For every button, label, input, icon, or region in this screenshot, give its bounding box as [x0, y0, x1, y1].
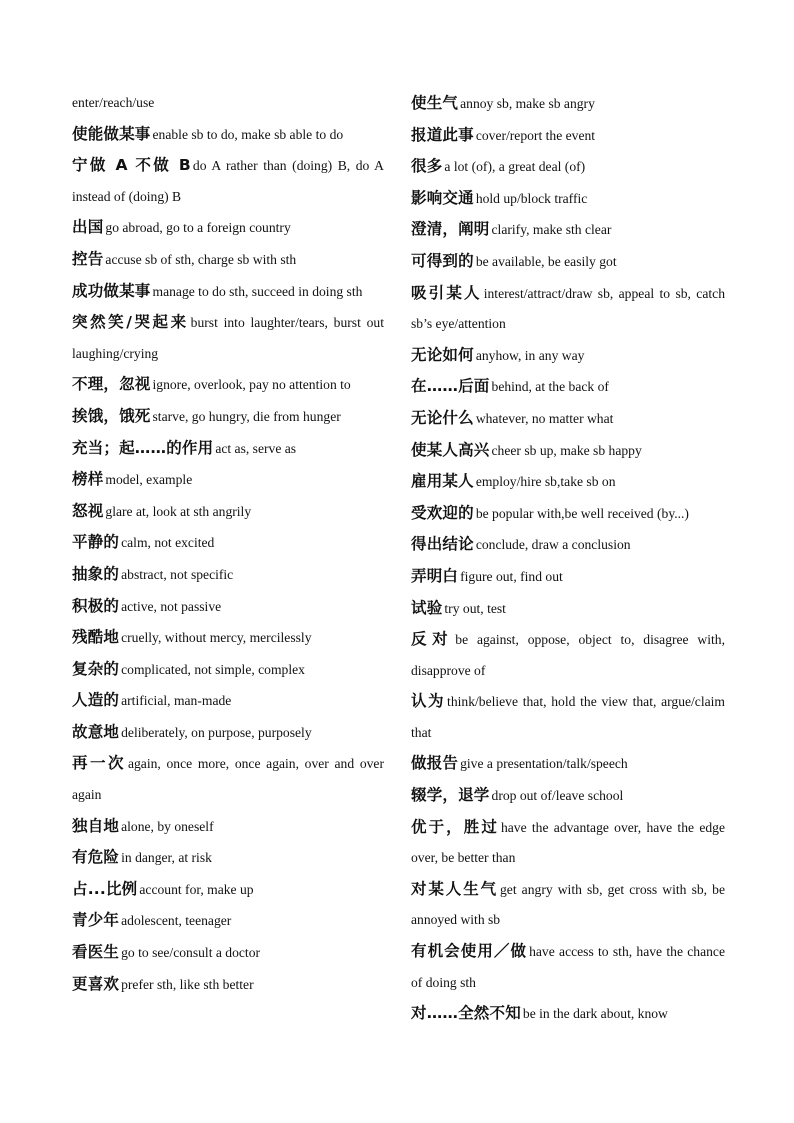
chinese-term: 做报告	[411, 754, 459, 773]
english-equivalents: ignore, overlook, pay no attention to	[152, 377, 351, 393]
english-equivalents: be in the dark about, know	[522, 1006, 668, 1022]
chinese-term: 充当；起……的作用	[72, 438, 214, 457]
english-equivalents: go abroad, go to a foreign country	[105, 220, 291, 236]
chinese-term: 使能做某事	[72, 124, 151, 143]
vocab-entry	[72, 654, 384, 686]
chinese-term: 青少年	[72, 911, 120, 930]
vocab-entry	[72, 464, 384, 496]
english-equivalents: employ/hire sb,take sb on	[475, 474, 616, 490]
vocab-entry	[72, 937, 384, 969]
english-equivalents: annoy sb, make sb angry	[460, 96, 595, 111]
chinese-term: 看医生	[72, 943, 120, 962]
english-equivalents: in danger, at risk	[121, 850, 212, 866]
vocab-entry	[411, 498, 725, 530]
chinese-term: 突然笑/哭起来	[72, 313, 189, 332]
vocab-entry	[72, 401, 384, 433]
english-equivalents: glare at, look at sth angrily	[105, 503, 252, 519]
english-equivalents: burst into laughter/tears, burst out laughing/crying	[72, 315, 384, 361]
chinese-term: 反对	[411, 630, 454, 649]
chinese-term: 无论什么	[411, 408, 474, 427]
left-column	[72, 88, 384, 1000]
english-equivalents: anyhow, in any way	[475, 347, 585, 363]
vocab-entry	[411, 466, 725, 498]
vocab-entry	[72, 717, 384, 749]
vocab-entry	[411, 624, 725, 686]
chinese-term: 人造的	[72, 691, 120, 710]
vocab-entry	[72, 622, 384, 654]
english-equivalents: a lot (of), a great deal (of)	[444, 159, 586, 175]
chinese-term: 复杂的	[72, 659, 120, 678]
english-equivalents: act as, serve as	[215, 440, 297, 456]
chinese-term: 故意地	[72, 722, 120, 741]
english-equivalents: enable sb to do, make sb able to do	[152, 126, 344, 142]
english-equivalents: account for, make up	[139, 881, 254, 897]
chinese-term: 残酷地	[72, 628, 120, 647]
vocab-entry	[411, 686, 725, 748]
vocab-entry	[72, 433, 384, 465]
vocab-entry	[72, 244, 384, 276]
english-equivalents: get angry with sb, get cross with sb, be annoyed with sb	[411, 881, 725, 928]
chinese-term: 怒视	[72, 501, 104, 520]
chinese-term: 成功做某事	[72, 281, 151, 300]
english-equivalents: give a presentation/talk/speech	[460, 756, 628, 772]
right-column	[411, 88, 725, 1030]
chinese-term: 优于，胜过	[411, 817, 499, 836]
english-equivalents: deliberately, on purpose, purposely	[121, 724, 312, 740]
english-equivalents: alone, by oneself	[121, 818, 214, 834]
english-equivalents: try out, test	[444, 600, 506, 616]
english-equivalents: conclude, draw a conclusion	[475, 537, 631, 553]
vocab-entry	[411, 88, 725, 120]
vocab-entry	[411, 936, 725, 998]
chinese-term: 可得到的	[411, 251, 474, 270]
english-equivalents: active, not passive	[121, 598, 222, 614]
chinese-term: 无论如何	[411, 345, 474, 364]
chinese-term: 认为	[411, 692, 446, 711]
vocab-entry	[72, 748, 384, 810]
english-equivalents: go to see/consult a doctor	[121, 945, 261, 961]
english-equivalents: cruelly, without mercy, mercilessly	[121, 630, 312, 646]
vocab-entry	[411, 371, 725, 403]
vocab-entry	[411, 403, 725, 435]
vocab-entry	[72, 591, 384, 623]
vocab-entry	[411, 183, 725, 215]
chinese-term: 对……全然不知	[411, 1004, 521, 1023]
chinese-term: 吸引某人	[411, 283, 482, 302]
english-equivalents: figure out, find out	[460, 568, 563, 584]
english-equivalents: be available, be easily got	[475, 253, 617, 269]
vocab-entry	[411, 246, 725, 278]
english-equivalents: calm, not excited	[121, 535, 215, 551]
vocab-entry	[411, 340, 725, 372]
chinese-term: 辍学，退学	[411, 786, 490, 805]
vocab-entry	[411, 780, 725, 812]
chinese-term: 榜样	[72, 470, 104, 489]
english-equivalents: abstract, not specific	[121, 566, 234, 582]
chinese-term: 弄明白	[411, 566, 459, 585]
vocab-entry	[72, 276, 384, 308]
english-equivalents: hold up/block traffic	[475, 190, 588, 206]
vocab-entry	[72, 150, 384, 212]
english-equivalents: again, once more, once again, over and over again	[72, 756, 384, 803]
chinese-term: 澄清，阐明	[411, 220, 490, 239]
chinese-term: 在……后面	[411, 377, 490, 396]
vocab-entry	[411, 874, 725, 936]
vocab-entry	[72, 811, 384, 843]
chinese-term: 更喜欢	[72, 974, 120, 993]
english-equivalents: interest/attract/draw sb, appeal to sb, catch sb’s eye/attention	[411, 285, 725, 332]
vocab-entry	[72, 88, 384, 119]
vocab-entry	[411, 435, 725, 467]
vocab-entry	[72, 212, 384, 244]
vocab-entry	[411, 998, 725, 1030]
chinese-term: 挨饿，饿死	[72, 406, 151, 425]
chinese-term: 占...比例	[72, 879, 138, 898]
chinese-term: 平静的	[72, 533, 120, 552]
vocab-entry	[72, 905, 384, 937]
vocab-entry	[72, 685, 384, 717]
vocab-entry	[72, 307, 384, 369]
english-equivalents: behind, at the back of	[491, 379, 609, 395]
english-equivalents: starve, go hungry, die from hunger	[152, 408, 341, 424]
chinese-term: 受欢迎的	[411, 503, 474, 522]
english-equivalents: cover/report the event	[475, 127, 596, 143]
vocab-entry	[411, 278, 725, 340]
english-equivalents: complicated, not simple, complex	[121, 661, 305, 677]
chinese-term: 抽象的	[72, 564, 120, 583]
chinese-term: 有机会使用／做	[411, 942, 528, 961]
chinese-term: 对某人生气	[411, 879, 498, 898]
english-equivalents: enter/reach/use	[72, 95, 155, 110]
vocab-entry	[72, 119, 384, 151]
english-equivalents: artificial, man-made	[121, 693, 232, 709]
chinese-term: 出国	[72, 218, 104, 237]
vocab-entry	[411, 120, 725, 152]
chinese-term: 有危险	[72, 848, 120, 867]
english-equivalents: whatever, no matter what	[475, 410, 614, 426]
chinese-term: 独自地	[72, 816, 120, 835]
vocab-entry	[72, 369, 384, 401]
chinese-term: 雇用某人	[411, 472, 474, 491]
chinese-term: 报道此事	[411, 125, 474, 144]
english-equivalents: do A rather than (doing) B, do A instead of (doing) B	[72, 158, 384, 204]
english-equivalents: have access to sth, have the chance of doing sth	[411, 944, 725, 990]
chinese-term: 不理，忽视	[72, 375, 151, 394]
english-equivalents: manage to do sth, succeed in doing sth	[152, 283, 363, 299]
vocab-entry	[411, 812, 725, 874]
chinese-term: 使某人高兴	[411, 440, 490, 459]
vocab-entry	[72, 874, 384, 906]
english-equivalents: cheer sb up, make sb happy	[491, 442, 642, 458]
chinese-term: 很多	[411, 157, 443, 176]
chinese-term: 使生气	[411, 94, 459, 112]
english-equivalents: have the advantage over, have the edge over, be better than	[411, 819, 725, 866]
vocab-entry	[72, 842, 384, 874]
chinese-term: 试验	[411, 598, 443, 617]
vocab-entry	[411, 151, 725, 183]
english-equivalents: drop out of/leave school	[491, 788, 624, 804]
vocab-entry	[72, 496, 384, 528]
vocab-entry	[72, 559, 384, 591]
vocab-entry	[411, 593, 725, 625]
vocab-entry	[411, 214, 725, 246]
vocab-entry	[411, 561, 725, 593]
vocab-entry	[72, 527, 384, 559]
vocab-entry	[72, 969, 384, 1001]
chinese-term: 影响交通	[411, 188, 474, 207]
english-equivalents: think/believe that, hold the view that, argue/claim that	[411, 694, 725, 740]
english-equivalents: accuse sb of sth, charge sb with sth	[105, 251, 297, 267]
chinese-term: 宁做 A 不做 B	[72, 156, 191, 175]
english-equivalents: be against, oppose, object to, disagree with, disapprove of	[411, 632, 725, 678]
english-equivalents: prefer sth, like sth better	[121, 976, 254, 992]
vocab-entry	[411, 748, 725, 780]
chinese-term: 得出结论	[411, 535, 474, 554]
english-equivalents: model, example	[105, 472, 193, 488]
chinese-term: 积极的	[72, 596, 120, 615]
chinese-term: 控告	[72, 249, 104, 268]
english-equivalents: be popular with,be well received (by...)	[475, 505, 689, 521]
english-equivalents: adolescent, teenager	[121, 913, 232, 929]
chinese-term: 再一次	[72, 754, 126, 773]
vocab-entry	[411, 529, 725, 561]
english-equivalents: clarify, make sth clear	[491, 222, 612, 238]
